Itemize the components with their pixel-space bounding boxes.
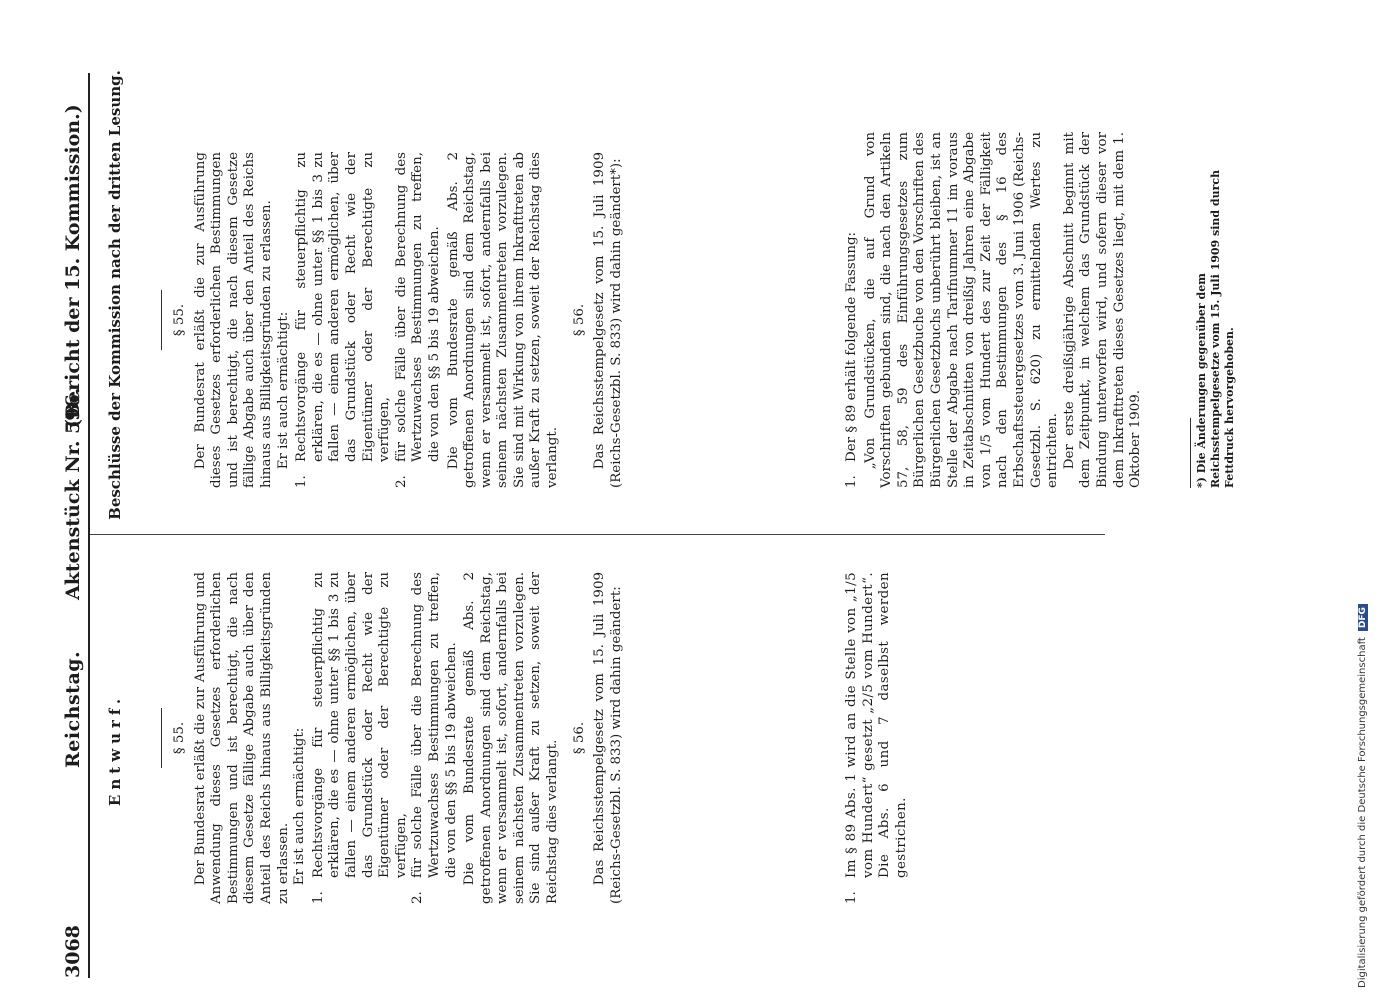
section-56-heading: § 56. <box>571 721 587 755</box>
list-text: Im § 89 Abs. 1 wird an die Stelle von „1/5 vom Hundert“ gesetzt „2/5 vom Hundert“. Die Abs. 6 und 7 daselbst werden gestrichen. <box>844 572 909 878</box>
list-item <box>844 132 861 488</box>
paragraph: Der Bundesrat erläßt die zur Ausführung dieses Gesetzes erforderlichen Bestimmungen und ist berechtigt, die nach diesem Gesetze fällige Abgabe auch über den Anteil des Reichs hinaus aus Billigkeitsgründen zu erlassen. <box>192 152 274 488</box>
section-55-heading: § 55. <box>172 721 187 755</box>
paragraph: Die vom Bundesrate gemäß Abs. 2 getroffenen Anordnungen sind dem Reichstag, wenn er versammelt ist, sofort, andernfalls bei seinem nächsten Zusammentreten vorzulegen. Sie sind mit Wirkung von ihrem Inkrafttreten ab außer Kraft zu setzen, soweit der Reichstag dies verlangt. <box>445 152 561 488</box>
credit-text: Digitalisierung gefördert durch die Deutsche Forschungsgemeinschaft <box>1357 637 1368 988</box>
list-item <box>311 572 411 904</box>
enumerated-list <box>844 132 861 488</box>
section-55-heading: § 55. <box>172 303 187 337</box>
paragraph: Er ist auch ermächtigt: <box>292 727 308 886</box>
right-amendment <box>842 132 1145 488</box>
left-column-title: Entwurf. <box>106 693 124 807</box>
enumerated-list <box>844 572 910 904</box>
list-number: 1. <box>844 891 859 904</box>
list-number: 1. <box>310 891 326 904</box>
paragraph: Der Bundesrat erläßt die zur Ausführung und Anwendung dieses Gesetzes erforderlichen Bestimmungen und ist berechtigt, die nach diesem Gesetze fällige Abgabe auch über den Anteil des Reichs hinaus aus Billigkeitsgründen zu erlassen. <box>192 572 291 904</box>
list-number: 2. <box>393 475 409 488</box>
header-document-number: Aktenstück Nr. 596. <box>62 387 84 600</box>
paragraph: Er ist auch ermächtigt: <box>275 311 291 470</box>
list-number: 1. <box>294 475 310 488</box>
header-reichstag: Reichstag. <box>62 650 84 768</box>
section-dash <box>161 290 162 350</box>
section-dash <box>161 708 162 768</box>
quoted-paragraph: „Von Grundstücken, die auf Grund von Vorschriften gebunden sind, die nach den Artikeln 57, 58, 59 des Einführungsgesetzes zum Bürgerlichen Gesetzbuche von den Vorschriften des Bürgerlichen Gesetzbuchs unberührt bleiben, ist an Stelle der Abgabe nach Tarifnummer 11 im voraus in Zeitabschnitten von dreißig Jahren eine Abgabe von 1/5 vom Hundert des zur Zeit der Fälligkeit nach den Bestimmungen des § 16 des Erbschaftssteuergesetzes vom 3. Juni 1906 (Reichs-Gesetzbl. S. 620) zu ermittelnden Wertes zu entrichten. <box>862 132 1061 488</box>
list-item <box>394 152 444 488</box>
list-text: Rechtsvorgänge für steuerpflichtig zu erklären, die es — ohne unter §§ 1 bis 3 zu fallen — einem anderen ermöglichen, über das Grundstück oder Recht wie der Eigentümer oder der Berechtigte zu verfügen, <box>310 572 409 878</box>
footnote-rule <box>1190 418 1191 488</box>
paragraph: Das Reichsstempelgesetz vom 15. Juli 1909 (Reichs-Gesetzbl. S. 833) wird dahin geändert: <box>592 572 624 904</box>
list-number: 2. <box>410 891 426 904</box>
left-amendment <box>842 572 912 904</box>
column-divider <box>90 534 1105 535</box>
list-number: 1. <box>844 475 859 488</box>
list-item <box>410 572 460 904</box>
enumerated-list <box>311 572 460 904</box>
section-56-heading: § 56. <box>571 303 587 337</box>
page-number: 3068 <box>62 925 84 978</box>
list-text: für solche Fälle über die Berechnung des Wertzuwachses Bestimmungen zu treffen, die von den §§ 5 bis 19 abweichen. <box>410 572 459 878</box>
quoted-paragraph: Der erste dreißigjährige Abschnitt beginnt mit dem Zeitpunkt, in welchem das Grundstück der Bindung unterworfen wird, und sofern dieser vor dem Inkrafttreten dieses Gesetzes liegt, mit dem 1. Oktober 1909. <box>1061 132 1144 488</box>
footnote: *) Die Änderungen gegenüber dem Reichsstempelgesetze vom 15. Juli 1909 sind durch Fettdruck hervorgehoben. <box>1195 169 1236 488</box>
left-column <box>147 572 625 904</box>
header-rule <box>88 73 90 978</box>
right-column <box>147 152 625 488</box>
list-text: Rechtsvorgänge für steuerpflichtig zu erklären, die es — ohne unter §§ 1 bis 3 zu fallen — einem anderen ermöglichen, über das Grundstück oder Recht wie der Eigentümer oder der Berechtigte zu verfügen, <box>294 152 393 462</box>
enumerated-list <box>294 152 443 488</box>
right-column-title: Beschlüsse der Kommission nach der dritten Lesung. <box>106 70 124 520</box>
digitization-credit <box>1357 28 1368 988</box>
list-text: für solche Fälle über die Berechnung des Wertzuwachses Bestimmungen zu treffen, die von den §§ 5 bis 19 abweichen. <box>393 152 442 462</box>
header-report-title: (Bericht der 15. Kommission.) <box>62 104 84 428</box>
list-text: Der § 89 erhält folgende Fassung: <box>844 231 859 462</box>
paragraph: Die vom Bundesrate gemäß Abs. 2 getroffenen Anordnungen sind dem Reichstag, wenn er versammelt ist, sofort, andernfalls bei seinem nächsten Zusammentreten vorzulegen. Sie sind außer Kraft zu setzen, soweit der Reichstag dies verlangt. <box>462 572 561 904</box>
list-item <box>844 572 910 904</box>
list-item <box>294 152 394 488</box>
paragraph: Das Reichsstempelgesetz vom 15. Juli 1909 (Reichs-Gesetzbl. S. 833) wird dahin geändert*): <box>592 152 624 488</box>
dfg-logo: DFG <box>1358 604 1368 631</box>
